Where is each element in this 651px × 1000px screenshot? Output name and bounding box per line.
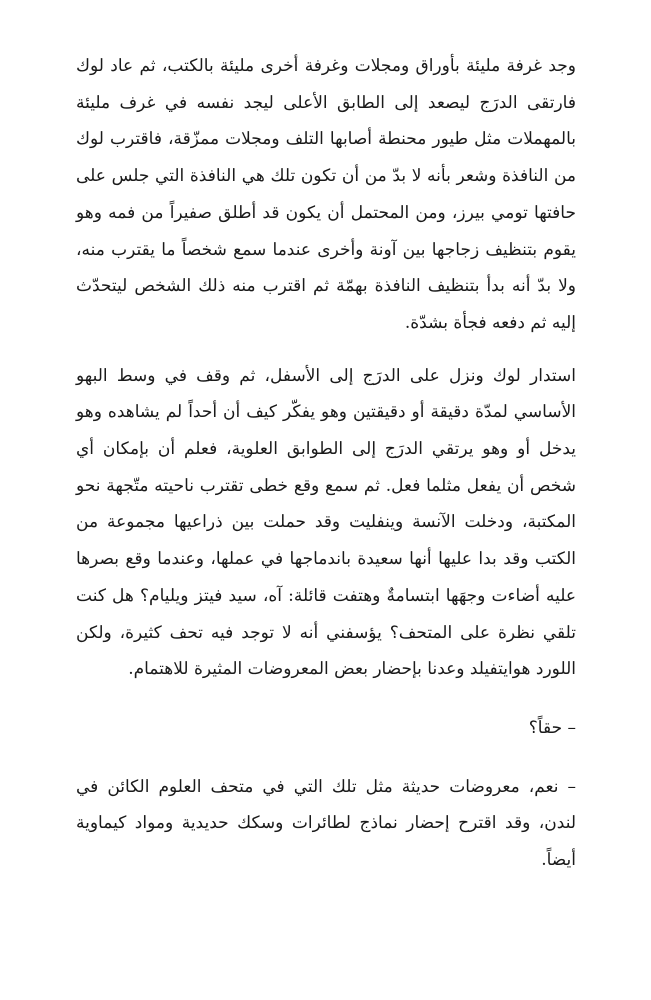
dialogue-line-2: – نعم، معروضات حديثة مثل تلك التي في متحف العلوم الكائن في لندن، وقد اقترح إحضار نماذج لطائرات وسكك حديدية ومواد كيماوية أيضاً. bbox=[76, 776, 576, 871]
dialogue-line-1: – حقاً؟ bbox=[528, 717, 576, 738]
paragraph-2: استدار لوك ونزل على الدرَج إلى الأسفل، ثم وقف في وسط البهو الأساسي لمدّة دقيقة أو دقيقتين وهو يفكّر كيف أن أحداً لم يشاهده وهو يدخل أو وهو يرتقي الدرَج إلى الطوابق العلوية، فعلم أن بإمكان أي شخص أن يفعل مثلما فعل. ثم سمع وقع خطى تقترب ناحيته متّجهة نحو المكتبة، ودخلت الآنسة وينفليت وقد حملت بين ذراعيها مجموعة من الكتب وقد بدا عليها أنها سعيدة باندماجها في عملها، وعندما وقع بصرها عليه أضاءت وجهَها ابتسامةٌ وهتفت قائلة: آه، سيد فيتز ويليام؟ هل كنت تلقي نظرة على المتحف؟ يؤسفني أنه لا توجد فيه تحف كثيرة، ولكن اللورد هوايتفيلد وعدنا بإحضار بعض المعروضات المثيرة للاهتمام. bbox=[76, 365, 576, 680]
book-page bbox=[76, 48, 576, 879]
paragraph-1: وجد غرفة مليئة بأوراق ومجلات وغرفة أخرى مليئة بالكتب، ثم عاد لوك فارتقى الدرَج ليصعد إلى الطابق الأعلى ليجد نفسه في غرف مليئة بالمهملات مثل طيور محنطة أصابها التلف ومجلات ممزّقة، فاقترب لوك من النافذة وشعر بأنه لا بدّ من أن تكون تلك هي النافذة التي جلس على حافتها تومي بيرز، ومن المحتمل أن يكون قد أطلق صفيراً من فمه وهو يقوم بتنظيف زجاجها بين آونة وأخرى عندما سمع شخصاً ما يقترب منه، ولا بدّ أنه بدأ بتنظيف النافذة بهمّة ثم اقترب منه ذلك الشخص ليتحدّث إليه ثم دفعه فجأة بشدّة. bbox=[76, 56, 576, 333]
